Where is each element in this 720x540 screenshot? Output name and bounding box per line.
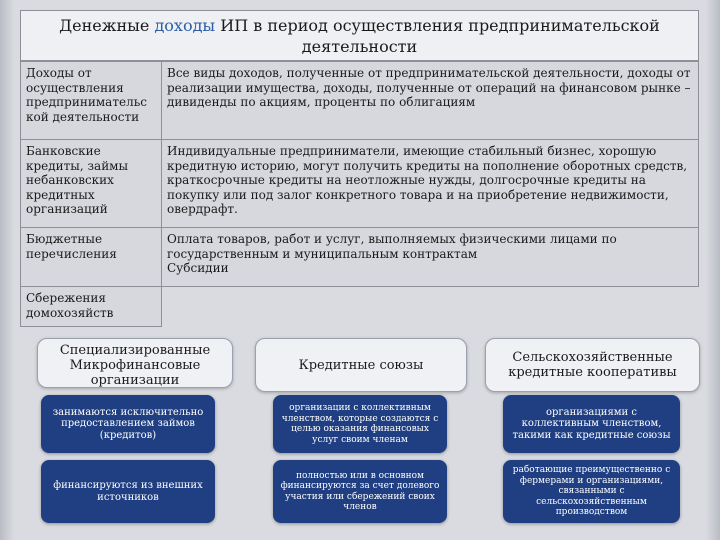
row-label: Доходы от осуществления предпринимательс кой деятельности bbox=[21, 62, 162, 140]
table-row bbox=[21, 62, 699, 140]
table-row bbox=[21, 228, 699, 287]
table-row bbox=[21, 140, 699, 228]
row-description-empty bbox=[162, 287, 699, 327]
row-description: Индивидуальные предприниматели, имеющие стабильный бизнес, хорошую кредитную историю, могут получить кредиты на пополнение оборотных средств, краткосрочные кредиты на неотложные нужды, долгосрочные кредиты на покупку или под залог конкретного товара и на приобретение недвижимости, овердрафт. bbox=[162, 140, 699, 228]
agri-coop-card-1: организациями с коллективным членством, такими как кредитные союзы bbox=[503, 395, 680, 453]
column-header-mfo: Специализированные Микрофинансовые организации bbox=[37, 338, 233, 388]
credit-union-card-2: полностью или в основном финансируются за счет долевого участия или сбережений своих членов bbox=[273, 460, 447, 523]
title-highlight: доходы bbox=[154, 16, 216, 35]
page-edge-right bbox=[706, 0, 720, 540]
row-description-main: Оплата товаров, работ и услуг, выполняемых физическими лицами по государственным и муниципальным контрактам bbox=[167, 232, 617, 261]
page-title bbox=[20, 10, 699, 61]
agri-coop-card-2: работающие преимущественно с фермерами и организациями, связанными с сельскохозяйственным производством bbox=[503, 460, 680, 523]
mfo-card-1: занимаются исключительно предоставлением займов (кредитов) bbox=[41, 395, 215, 453]
row-label: Банковские кредиты, займы небанковских кредитных организаций bbox=[21, 140, 162, 228]
income-table bbox=[20, 61, 699, 327]
page-edge-left bbox=[0, 0, 14, 540]
title-part2: ИП в период осуществления предпринимательской деятельности bbox=[220, 16, 660, 56]
row-description bbox=[162, 228, 699, 287]
mfo-card-2: финансируются из внешних источников bbox=[41, 460, 215, 523]
column-header-agri-coops: Сельскохозяйственные кредитные кооперативы bbox=[485, 338, 700, 392]
row-label: Сбережения домохозяйств bbox=[21, 287, 162, 327]
title-part1: Денежные bbox=[59, 16, 150, 35]
row-label: Бюджетные перечисления bbox=[21, 228, 162, 287]
row-description: Все виды доходов, полученные от предпринимательской деятельности, доходы от реализации имущества, доходы, полученные от операций на финансовом рынке – дивиденды по акциям, проценты по облигациям bbox=[162, 62, 699, 140]
column-header-credit-unions: Кредитные союзы bbox=[255, 338, 467, 392]
credit-union-card-1: организации с коллективным членством, которые создаются с целью оказания финансовых услуг своим членам bbox=[273, 395, 447, 453]
table-row bbox=[21, 287, 699, 327]
row-description-extra: Субсидии bbox=[167, 261, 229, 275]
